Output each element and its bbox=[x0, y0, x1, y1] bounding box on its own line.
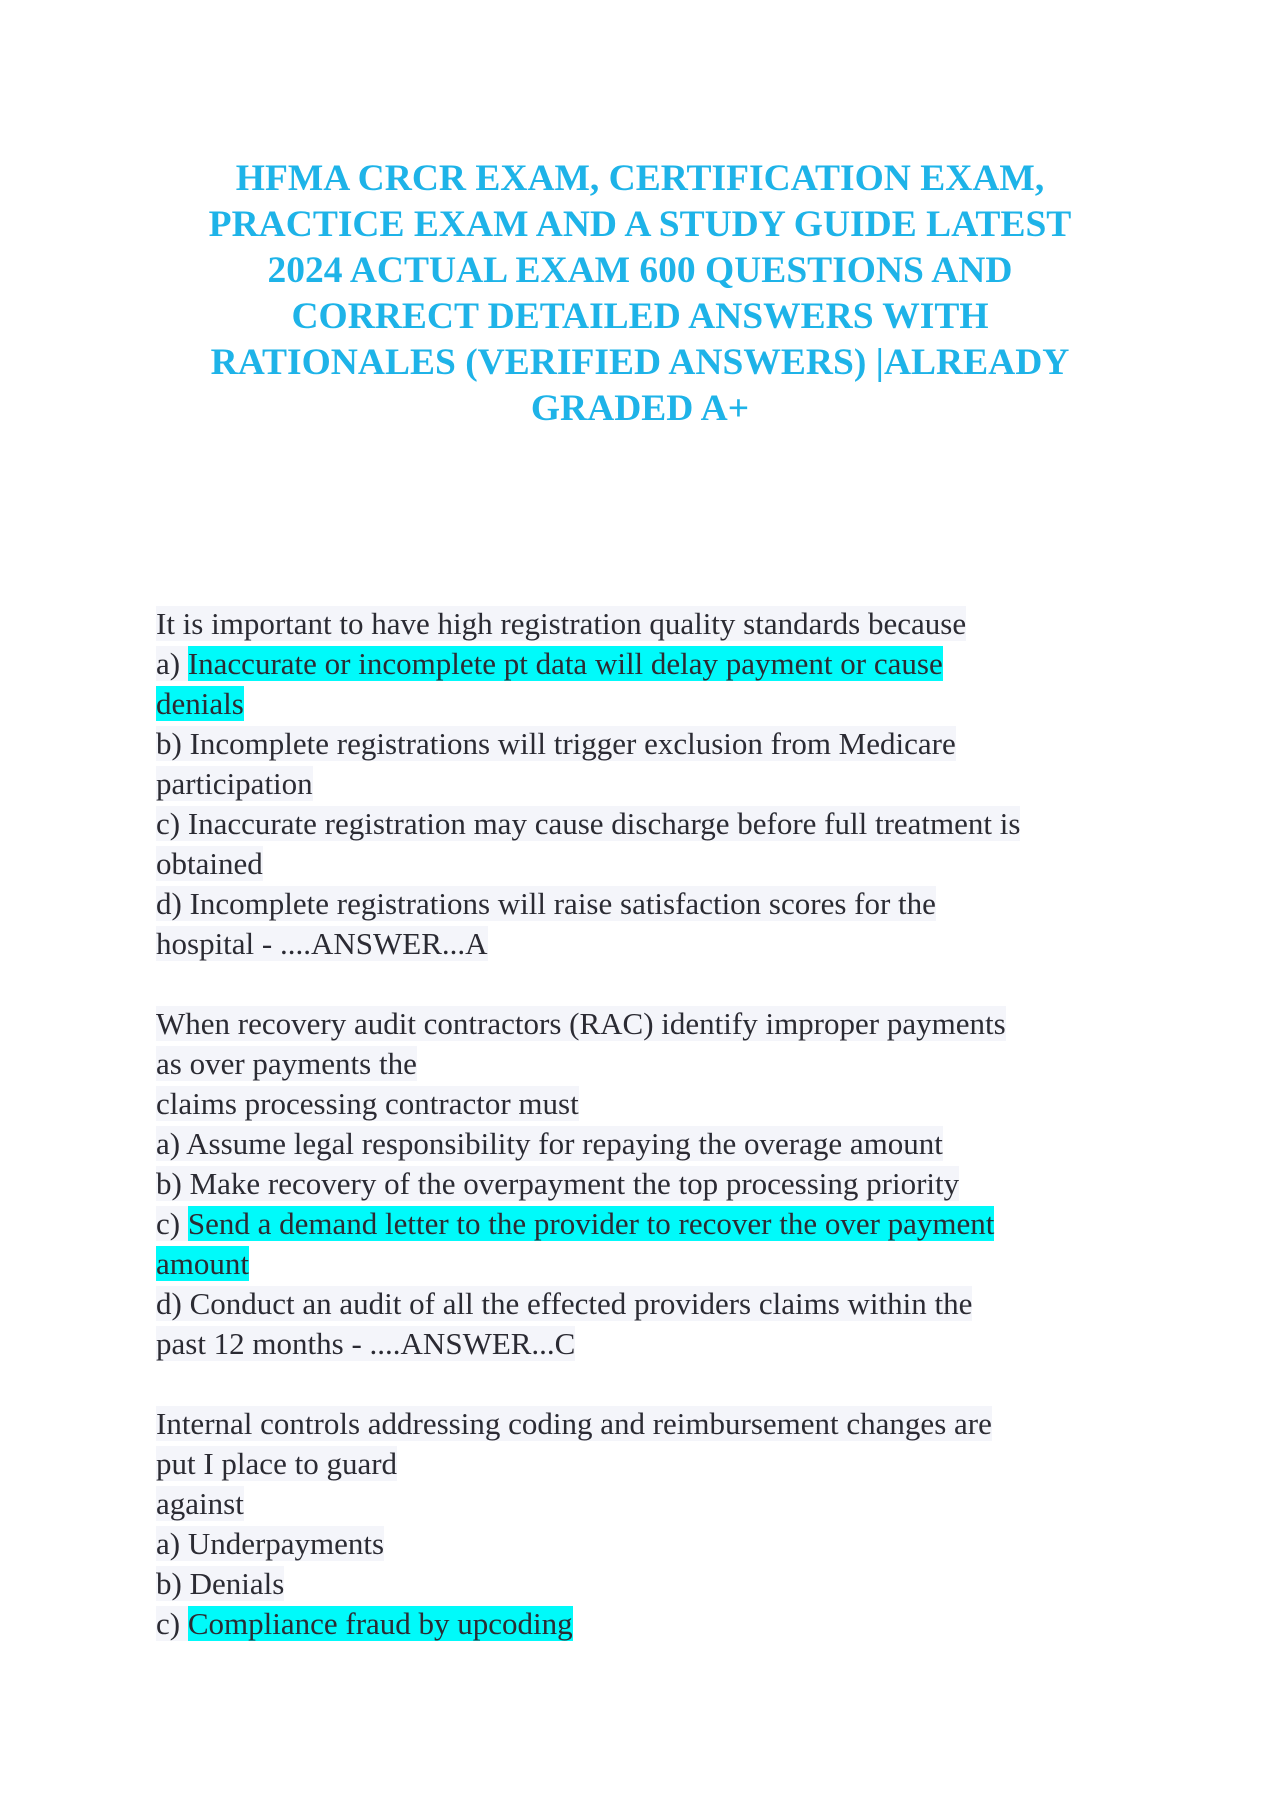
correct-answer-highlight: Compliance fraud by upcoding bbox=[187, 1606, 573, 1641]
line-text: as over payments the bbox=[156, 1046, 417, 1081]
document-title bbox=[150, 156, 1130, 432]
answer-option-line bbox=[156, 1124, 1156, 1164]
question-line bbox=[156, 1444, 1156, 1484]
answer-option-line bbox=[156, 684, 1156, 724]
questions-body bbox=[156, 604, 1156, 1644]
question-block bbox=[156, 604, 1156, 964]
line-text: against bbox=[156, 1486, 244, 1521]
line-text: a) Underpayments bbox=[156, 1526, 385, 1561]
correct-answer-highlight: denials bbox=[156, 686, 244, 721]
title-line: PRACTICE EXAM AND A STUDY GUIDE LATEST bbox=[208, 204, 1072, 245]
title-line: RATIONALES (VERIFIED ANSWERS) |ALREADY bbox=[210, 342, 1070, 383]
correct-answer-highlight: amount bbox=[156, 1246, 249, 1281]
line-text: b) Make recovery of the overpayment the top processing priority bbox=[156, 1166, 960, 1201]
title-line: GRADED A+ bbox=[530, 388, 750, 429]
line-text: hospital - ....ANSWER...A bbox=[156, 926, 488, 961]
question-block bbox=[156, 1404, 1156, 1644]
line-text: c) Inaccurate registration may cause discharge before full treatment is bbox=[156, 806, 1021, 841]
question-block bbox=[156, 1004, 1156, 1364]
option-prefix: a) bbox=[156, 646, 188, 681]
answer-option-line bbox=[156, 884, 1156, 924]
line-text: past 12 months - ....ANSWER...C bbox=[156, 1326, 576, 1361]
answer-option-line bbox=[156, 1524, 1156, 1564]
question-line bbox=[156, 1004, 1156, 1044]
line-text: participation bbox=[156, 766, 313, 801]
title-line: 2024 ACTUAL EXAM 600 QUESTIONS AND bbox=[267, 250, 1013, 291]
question-line bbox=[156, 1404, 1156, 1444]
line-text: obtained bbox=[156, 846, 263, 881]
correct-answer-highlight: Inaccurate or incomplete pt data will delay payment or cause bbox=[187, 646, 943, 681]
question-line bbox=[156, 1484, 1156, 1524]
title-line: CORRECT DETAILED ANSWERS WITH bbox=[291, 296, 989, 337]
title-line: HFMA CRCR EXAM, CERTIFICATION EXAM, bbox=[235, 158, 1045, 199]
answer-option-line bbox=[156, 1164, 1156, 1204]
question-spacer bbox=[156, 964, 1156, 1004]
option-prefix: c) bbox=[156, 1206, 188, 1241]
answer-option-line bbox=[156, 764, 1156, 804]
answer-key-line bbox=[156, 924, 1156, 964]
correct-answer-highlight: Send a demand letter to the provider to recover the over payment bbox=[187, 1206, 995, 1241]
answer-option-line bbox=[156, 1244, 1156, 1284]
line-text: put I place to guard bbox=[156, 1446, 398, 1481]
option-prefix: c) bbox=[156, 1606, 188, 1641]
line-text: It is important to have high registration quality standards because bbox=[156, 606, 967, 641]
line-text: Internal controls addressing coding and reimbursement changes are bbox=[156, 1406, 992, 1441]
question-spacer bbox=[156, 1364, 1156, 1404]
line-text: When recovery audit contractors (RAC) identify improper payments bbox=[156, 1006, 1006, 1041]
line-text: b) Incomplete registrations will trigger exclusion from Medicare bbox=[156, 726, 956, 761]
answer-option-line bbox=[156, 844, 1156, 884]
answer-option-line bbox=[156, 1604, 1156, 1644]
line-text: d) Incomplete registrations will raise satisfaction scores for the bbox=[156, 886, 936, 921]
question-line bbox=[156, 1084, 1156, 1124]
line-text: claims processing contractor must bbox=[156, 1086, 579, 1121]
answer-option-line bbox=[156, 1564, 1156, 1604]
answer-key-line bbox=[156, 1324, 1156, 1364]
answer-option-line bbox=[156, 1284, 1156, 1324]
line-text: a) Assume legal responsibility for repaying the overage amount bbox=[156, 1126, 943, 1161]
answer-option-line bbox=[156, 724, 1156, 764]
question-line bbox=[156, 604, 1156, 644]
question-line bbox=[156, 1044, 1156, 1084]
answer-option-line bbox=[156, 644, 1156, 684]
line-text: b) Denials bbox=[156, 1566, 285, 1601]
line-text: d) Conduct an audit of all the effected providers claims within the bbox=[156, 1286, 973, 1321]
answer-option-line bbox=[156, 804, 1156, 844]
answer-option-line bbox=[156, 1204, 1156, 1244]
